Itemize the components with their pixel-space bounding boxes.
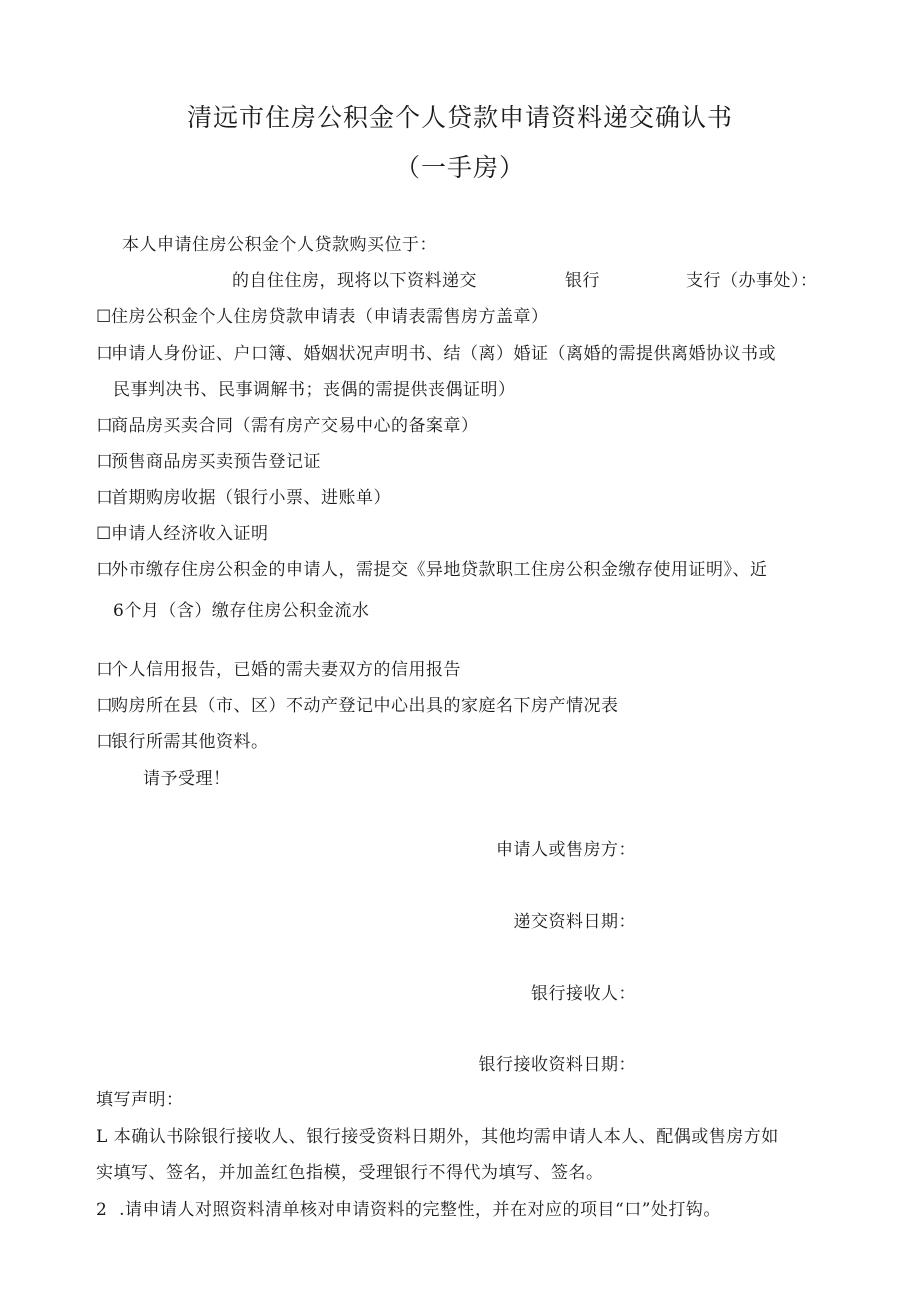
checklist-item: [96, 691, 619, 716]
checkbox-icon[interactable]: 口: [96, 344, 114, 364]
checklist-item-label: 申请人身份证、户口簿、婚姻状况声明书、结（离）婚证（离婚的需提供离婚协议书或: [111, 344, 776, 364]
checklist-item-label: 购房所在县（市、区）不动产登记中心出具的家庭名下房产情况表: [111, 696, 619, 716]
checkbox-icon[interactable]: 口: [96, 560, 114, 580]
note-1-continuation: 实填写、签名，并加盖红色指模，受理银行不得代为填写、签名。: [96, 1163, 604, 1183]
note-1-text: 本确认书除银行接收人、银行接受资料日期外，其他均需申请人本人、配偶或售房方如: [113, 1127, 779, 1147]
note-1-number: L: [96, 1127, 108, 1147]
checklist-item: [96, 447, 321, 472]
document-subtitle: （一手房）: [394, 153, 525, 182]
checklist-item-label: 外市缴存住房公积金的申请人，需提交《异地贷款职工住房公积金缴存使用证明》、近: [111, 560, 768, 580]
closing-text: 请予受理！: [143, 769, 231, 789]
checklist-item: [96, 727, 269, 752]
checklist-item: [96, 339, 776, 364]
checkbox-icon[interactable]: 口: [96, 488, 114, 508]
checklist-item-continuation: 6个月（含）缴存住房公积金流水: [113, 601, 370, 621]
checkbox-icon[interactable]: 口: [96, 696, 114, 716]
note-2: [96, 1195, 721, 1220]
bank-receive-date-label: 银行接收资料日期：: [478, 1055, 636, 1075]
checklist-item-continuation: 民事判决书、民事调解书；丧偶的需提供丧偶证明）: [113, 380, 516, 400]
checkbox-icon[interactable]: 口: [96, 660, 114, 680]
checklist-item: [96, 483, 391, 508]
checkbox-icon[interactable]: 口: [96, 452, 114, 472]
note-2-text: .请申请人对照资料清单核对申请资料的完整性，并在对应的项目“口”处打钩。: [119, 1200, 721, 1220]
applicant-signature-label: 申请人或售房方：: [496, 840, 636, 860]
checklist-item: [96, 519, 269, 544]
checkbox-icon[interactable]: 口: [96, 416, 114, 436]
checklist-item-label: 住房公积金个人住房贷款申请表（申请表需售房方盖章）: [111, 307, 549, 327]
intro-line-2-a: 的自住住房，现将以下资料递交: [232, 271, 477, 291]
checkbox-icon[interactable]: ☐: [96, 524, 112, 544]
checkbox-icon[interactable]: 口: [96, 732, 114, 752]
bank-receiver-label: 银行接收人：: [531, 984, 636, 1004]
checklist-item: [96, 302, 549, 327]
checklist-item-label: 预售商品房买卖预告登记证: [111, 452, 321, 472]
checklist-item-label: 申请人经济收入证明: [111, 524, 269, 544]
checklist-item-label: 银行所需其他资料。: [111, 732, 269, 752]
notes-heading: 填写声明：: [96, 1090, 184, 1110]
document-title: 清远市住房公积金个人贷款申请资料递交确认书: [186, 103, 733, 132]
intro-line-1: 本人申请住房公积金个人贷款购买位于：: [122, 235, 437, 255]
note-1: [96, 1122, 779, 1147]
intro-line-2-bank: 银行: [565, 271, 600, 291]
checklist-item-label: 首期购房收据（银行小票、进账单）: [111, 488, 391, 508]
checklist-item: [96, 655, 461, 680]
intro-line-2-branch: 支行（办事处）：: [686, 271, 818, 291]
submit-date-label: 递交资料日期：: [513, 912, 636, 932]
checklist-item: [96, 411, 479, 436]
checklist-item-label: 个人信用报告，已婚的需夫妻双方的信用报告: [111, 660, 461, 680]
checklist-item: [96, 555, 768, 580]
checkbox-icon[interactable]: ☐: [96, 307, 112, 327]
checklist-item-label: 商品房买卖合同（需有房产交易中心的备案章）: [111, 416, 479, 436]
note-2-number: 2: [96, 1200, 108, 1220]
